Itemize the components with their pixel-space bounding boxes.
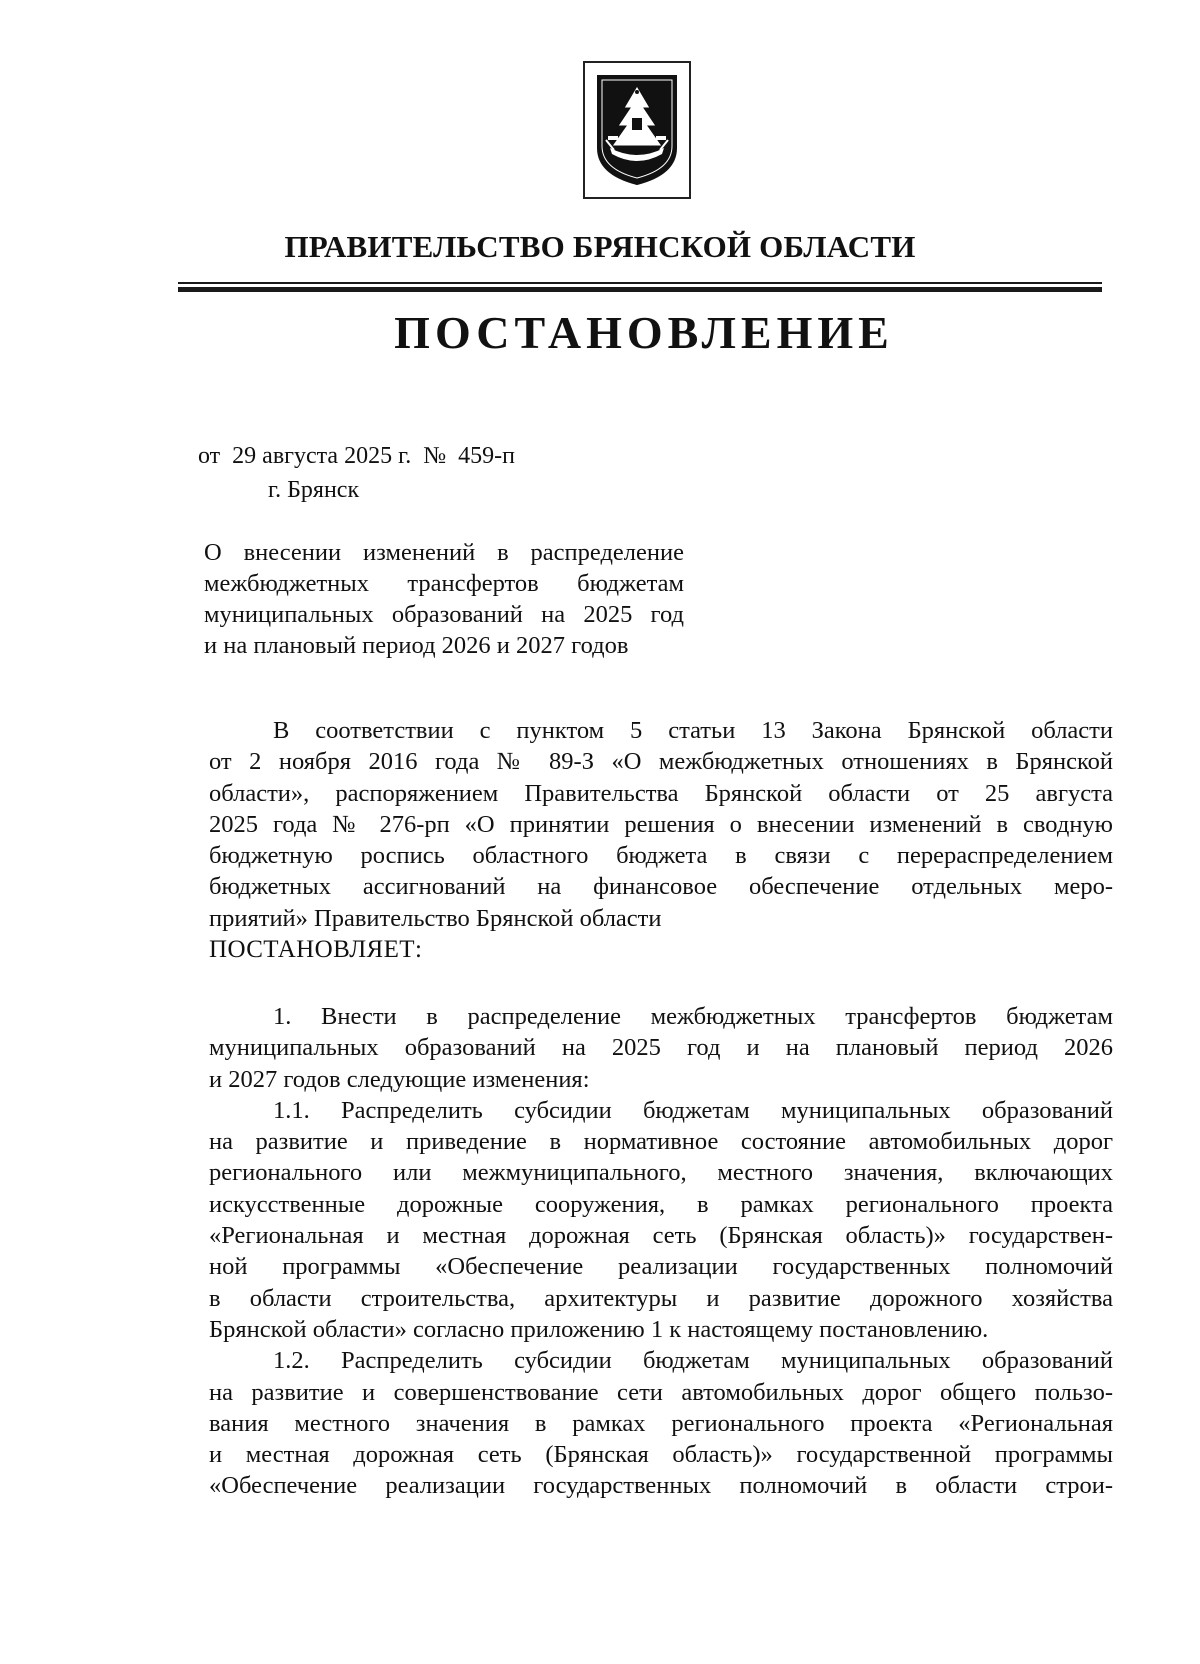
text-line: бюджетную роспись областного бюджета в связи с перераспределением bbox=[209, 842, 1113, 870]
text-line: и 2027 годов следующие изменения: bbox=[209, 1065, 590, 1093]
text-line: «Региональная и местная дорожная сеть (Брянская область)» государствен- bbox=[209, 1222, 1113, 1250]
text-line: 1.2. Распределить субсидии бюджетам муниципальных образований bbox=[273, 1347, 1113, 1375]
text-line: вания местного значения в рамках регионального проекта «Региональная bbox=[209, 1409, 1113, 1437]
text-line: и местная дорожная сеть (Брянская область)» государственной программы bbox=[209, 1441, 1113, 1469]
subject-line: межбюджетных трансфертов бюджетам bbox=[204, 570, 684, 597]
text-line: в области строительства, архитектуры и развитие дорожного хозяйства bbox=[209, 1284, 1113, 1312]
text-line: ной программы «Обеспечение реализации государственных полномочий bbox=[209, 1253, 1113, 1281]
city: г. Брянск bbox=[268, 477, 360, 503]
text-line: на развитие и совершенствование сети автомобильных дорог общего пользо- bbox=[209, 1378, 1113, 1406]
document-type-heading: ПОСТАНОВЛЕНИЕ bbox=[394, 307, 894, 358]
text-line: В соответствии с пунктом 5 статьи 13 Закона Брянской области bbox=[273, 717, 1113, 744]
text-line: «Обеспечение реализации государственных полномочий в области строи- bbox=[209, 1472, 1113, 1500]
resolve-block bbox=[209, 934, 1113, 965]
items-section bbox=[209, 1001, 1113, 1502]
header-rule-thick bbox=[178, 287, 1102, 292]
coat-of-arms-icon bbox=[596, 74, 678, 186]
organization-title: ПРАВИТЕЛЬСТВО БРЯНСКОЙ ОБЛАСТИ bbox=[284, 229, 916, 264]
text-line: на развитие и приведение в нормативное состояние автомобильных дорог bbox=[209, 1128, 1113, 1156]
text-line: 1. Внести в распределение межбюджетных трансфертов бюджетам bbox=[273, 1003, 1113, 1030]
date-and-number: от 29 августа 2025 г. № 459-п bbox=[198, 443, 515, 469]
text-line: области», распоряжением Правительства Брянской области от 25 августа bbox=[209, 779, 1113, 807]
text-line: бюджетных ассигнований на финансовое обеспечение отдельных меро- bbox=[209, 873, 1113, 901]
text-line: 2025 года № 276-рп «О принятии решения о внесении изменений в сводную bbox=[209, 810, 1113, 838]
text-line: Брянской области» согласно приложению 1 к настоящему постановлению. bbox=[209, 1315, 989, 1343]
text-line: 1.1. Распределить субсидии бюджетам муниципальных образований bbox=[273, 1096, 1113, 1124]
header-rule-thin bbox=[178, 282, 1102, 284]
preamble-paragraph bbox=[209, 715, 1113, 934]
text-line: регионального или межмуниципального, местного значения, включающих bbox=[209, 1159, 1113, 1187]
subject-line: муниципальных образований на 2025 год bbox=[204, 601, 684, 628]
subject-line: и на плановый период 2026 и 2027 годов bbox=[204, 632, 629, 659]
coat-of-arms-frame bbox=[583, 61, 691, 199]
text-line: от 2 ноября 2016 года № 89-З «О межбюджетных отношениях в Брянской bbox=[209, 748, 1113, 776]
text-line: муниципальных образований на 2025 год и на плановый период 2026 bbox=[209, 1034, 1113, 1062]
text-line: искусственные дорожные сооружения, в рамках регионального проекта bbox=[209, 1190, 1113, 1218]
resolve-word: ПОСТАНОВЛЯЕТ: bbox=[209, 936, 423, 963]
document-subject bbox=[204, 537, 684, 661]
text-line: приятий» Правительство Брянской области bbox=[209, 904, 662, 932]
subject-line: О внесении изменений в распределение bbox=[204, 539, 684, 566]
